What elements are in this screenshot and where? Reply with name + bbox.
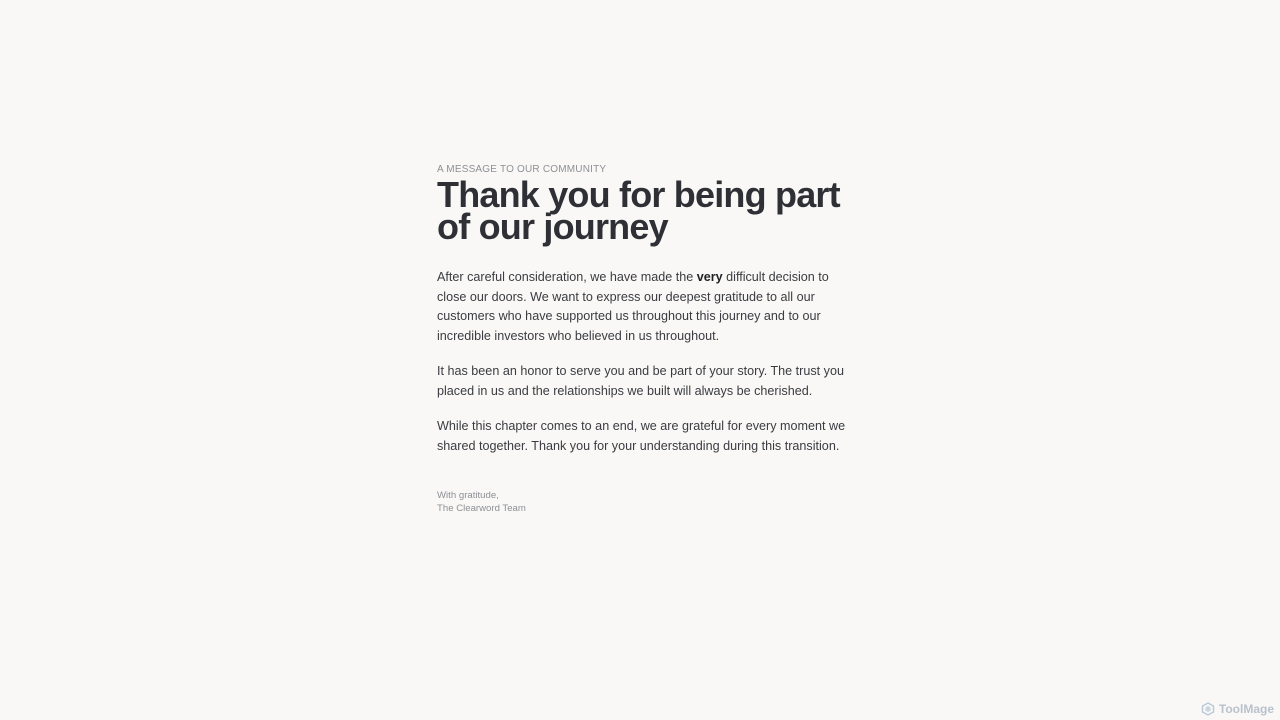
eyebrow-label: A MESSAGE TO OUR COMMUNITY — [437, 164, 607, 175]
emphasis-word: very — [696, 270, 723, 284]
signoff-greeting: With gratitude, — [437, 490, 499, 501]
paragraph-honor: It has been an honor to serve you and be part of your story. The trust you placed in us and the relationships we built will always be cherished. — [437, 364, 844, 398]
paragraph-text-start: After careful consideration, we have made the — [437, 270, 697, 284]
page-title: Thank you for being part of our journey — [437, 174, 840, 247]
paragraph-closing-decision — [437, 268, 847, 346]
paragraph-text-end: difficult decision to close our doors. We want to express our deepest gratitude to all our customers who have supported us throughout this journey and to our incredible investors who believed in us throughout. — [437, 270, 829, 343]
toolmage-logo-icon — [1201, 702, 1215, 716]
paragraph-chapter-end: While this chapter comes to an end, we are grateful for every moment we shared together. Thank you for your understanding during this transition. — [437, 419, 846, 453]
signoff — [437, 489, 847, 515]
watermark — [1201, 702, 1274, 716]
signoff-team: The Clearword Team — [437, 503, 526, 514]
farewell-message — [437, 164, 847, 515]
watermark-text: ToolMage — [1218, 702, 1274, 716]
